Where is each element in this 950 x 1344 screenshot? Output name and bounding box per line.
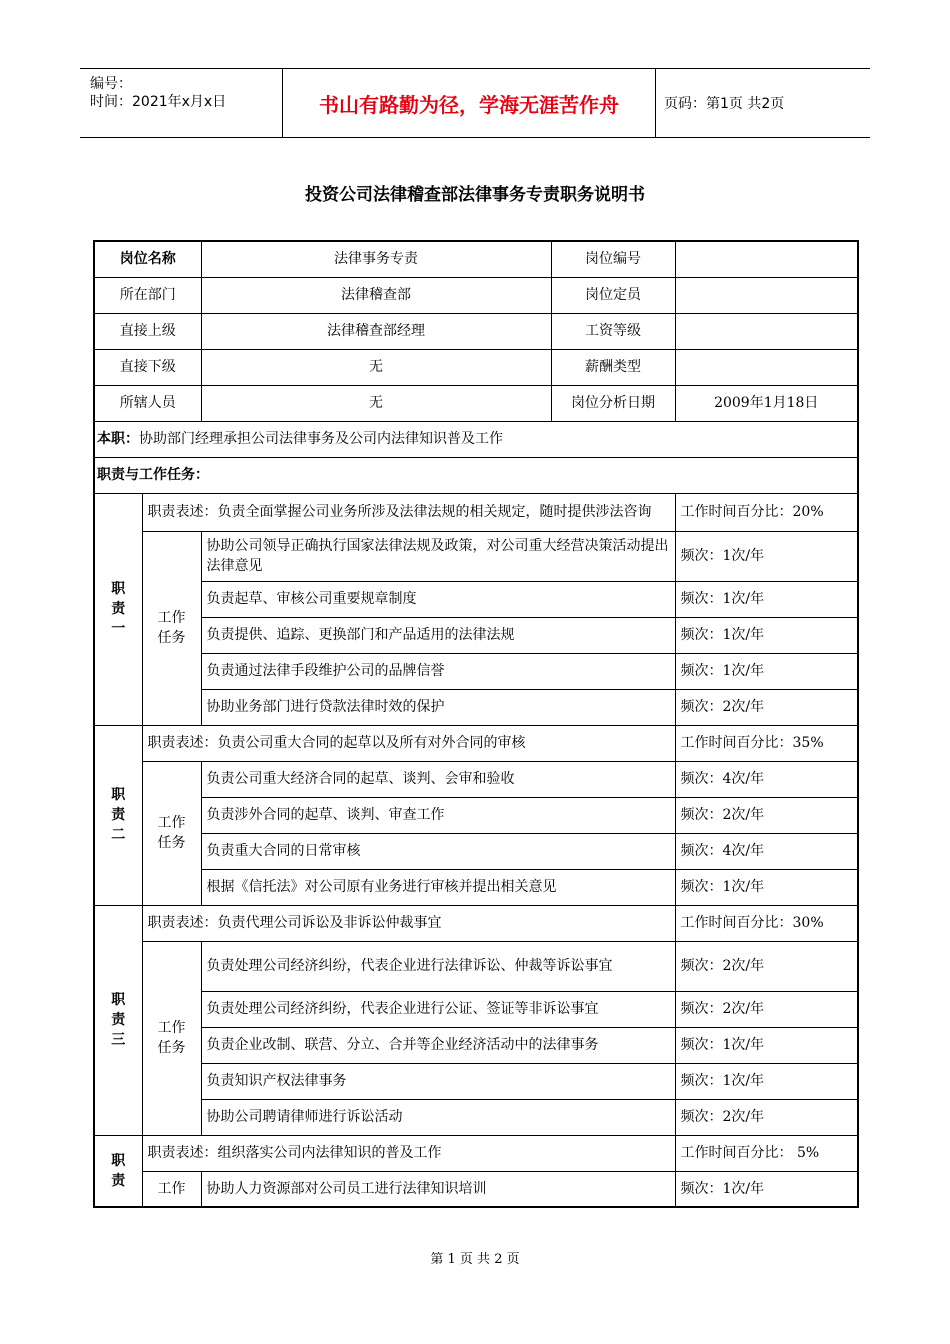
task-label-text: 工作任务	[157, 815, 186, 851]
task-freq: 频次：1次/年	[675, 1171, 858, 1207]
info-row	[94, 385, 858, 421]
info-key: 直接下级	[94, 349, 201, 385]
duty-label-text: 职责	[111, 1152, 126, 1189]
page-header	[80, 68, 870, 138]
task-row	[94, 869, 858, 905]
task-row	[94, 797, 858, 833]
info-row	[94, 313, 858, 349]
duty-label	[94, 725, 142, 905]
page-title: 投资公司法律稽查部法律事务专责职务说明书	[305, 185, 645, 205]
duty-label	[94, 905, 142, 1135]
duty-desc-row	[94, 905, 858, 941]
info-value	[675, 241, 858, 277]
header-page	[656, 69, 870, 137]
info-key: 岗位名称	[94, 241, 201, 277]
info-key: 直接上级	[94, 313, 201, 349]
job-description-table	[93, 240, 859, 1208]
info-value	[675, 349, 858, 385]
info-value	[675, 277, 858, 313]
info-row	[94, 277, 858, 313]
main-duty-label: 本职：	[97, 431, 139, 447]
duty-desc: 职责表述：负责代理公司诉讼及非诉讼仲裁事宜	[142, 905, 675, 941]
task-row	[94, 1099, 858, 1135]
main-duty	[94, 421, 858, 457]
task-freq: 频次：1次/年	[675, 1027, 858, 1063]
task-row	[94, 1171, 858, 1207]
duty-desc-row	[94, 493, 858, 531]
info-key: 岗位定员	[551, 277, 675, 313]
duty-pct: 工作时间百分比：30%	[675, 905, 858, 941]
task-freq: 频次：1次/年	[675, 653, 858, 689]
page-indicator: 页码：第1页 共2页	[664, 96, 785, 112]
task-row	[94, 531, 858, 581]
header-motto: 书山有路勤为径，学海无涯苦作舟	[283, 69, 656, 137]
task-text: 负责涉外合同的起草、谈判、审查工作	[201, 797, 675, 833]
duty-desc-row	[94, 1135, 858, 1171]
task-label	[142, 761, 201, 905]
info-value	[675, 313, 858, 349]
duty-desc: 职责表述：负责全面掌握公司业务所涉及法律法规的相关规定，随时提供涉法咨询	[142, 493, 675, 531]
task-text: 负责知识产权法律事务	[201, 1063, 675, 1099]
info-key: 岗位编号	[551, 241, 675, 277]
task-row	[94, 833, 858, 869]
task-freq: 频次：2次/年	[675, 689, 858, 725]
duty-desc-row	[94, 725, 858, 761]
info-key: 所辖人员	[94, 385, 201, 421]
task-row	[94, 991, 858, 1027]
task-freq: 频次：1次/年	[675, 581, 858, 617]
task-row	[94, 761, 858, 797]
duty-label-text: 职责一	[111, 581, 126, 637]
doc-date: 时间：2021年x月x日	[90, 94, 227, 110]
task-text: 负责处理公司经济纠纷，代表企业进行公证、签证等非诉讼事宜	[201, 991, 675, 1027]
duty-pct: 工作时间百分比：20%	[675, 493, 858, 531]
task-label	[142, 941, 201, 1135]
task-text: 负责公司重大经济合同的起草、谈判、会审和验收	[201, 761, 675, 797]
task-freq: 频次：4次/年	[675, 761, 858, 797]
task-text: 负责重大合同的日常审核	[201, 833, 675, 869]
duty-label-text: 职责二	[111, 787, 126, 843]
duty-label	[94, 1135, 142, 1207]
task-text: 根据《信托法》对公司原有业务进行审核并提出相关意见	[201, 869, 675, 905]
task-row	[94, 941, 858, 991]
duty-label-text: 职责三	[111, 992, 126, 1048]
task-freq: 频次：4次/年	[675, 833, 858, 869]
duties-header: 职责与工作任务：	[94, 457, 858, 493]
duties-header-row	[94, 457, 858, 493]
info-value: 无	[201, 385, 551, 421]
task-text: 负责通过法律手段维护公司的品牌信誉	[201, 653, 675, 689]
info-value: 法律稽查部	[201, 277, 551, 313]
info-key: 岗位分析日期	[551, 385, 675, 421]
task-row	[94, 581, 858, 617]
task-text: 协助公司领导正确执行国家法律法规及政策，对公司重大经营决策活动提出法律意见	[201, 531, 675, 581]
task-freq: 频次：1次/年	[675, 869, 858, 905]
info-key: 薪酬类型	[551, 349, 675, 385]
task-label	[142, 531, 201, 725]
task-row	[94, 617, 858, 653]
duty-desc: 职责表述：组织落实公司内法律知识的普及工作	[142, 1135, 675, 1171]
task-label-text: 工作任务	[157, 610, 186, 646]
task-label-text: 工作任务	[157, 1020, 186, 1056]
task-freq: 频次：2次/年	[675, 1099, 858, 1135]
info-value: 2009年1月18日	[675, 385, 858, 421]
info-value: 无	[201, 349, 551, 385]
task-freq: 频次：1次/年	[675, 617, 858, 653]
task-text: 协助人力资源部对公司员工进行法律知识培训	[201, 1171, 675, 1207]
task-freq: 频次：2次/年	[675, 991, 858, 1027]
duty-pct: 工作时间百分比： 5%	[675, 1135, 858, 1171]
task-freq: 频次：2次/年	[675, 941, 858, 991]
task-text: 负责提供、追踪、更换部门和产品适用的法律法规	[201, 617, 675, 653]
info-key: 所在部门	[94, 277, 201, 313]
header-meta	[80, 69, 283, 137]
info-row	[94, 349, 858, 385]
info-value: 法律稽查部经理	[201, 313, 551, 349]
page-footer: 第 1 页 共 2 页	[430, 1252, 520, 1267]
duty-desc: 职责表述：负责公司重大合同的起草以及所有对外合同的审核	[142, 725, 675, 761]
task-row	[94, 1063, 858, 1099]
task-text: 负责起草、审核公司重要规章制度	[201, 581, 675, 617]
task-freq: 频次：1次/年	[675, 1063, 858, 1099]
task-freq: 频次：2次/年	[675, 797, 858, 833]
task-text: 协助业务部门进行贷款法律时效的保护	[201, 689, 675, 725]
duty-pct: 工作时间百分比：35%	[675, 725, 858, 761]
task-row	[94, 689, 858, 725]
info-row	[94, 241, 858, 277]
task-label: 工作	[142, 1171, 201, 1207]
task-text: 协助公司聘请律师进行诉讼活动	[201, 1099, 675, 1135]
duty-label	[94, 493, 142, 725]
task-row	[94, 1027, 858, 1063]
info-value: 法律事务专责	[201, 241, 551, 277]
main-duty-text: 协助部门经理承担公司法律事务及公司内法律知识普及工作	[139, 431, 503, 447]
task-text: 负责企业改制、联营、分立、合并等企业经济活动中的法律事务	[201, 1027, 675, 1063]
task-text: 负责处理公司经济纠纷，代表企业进行法律诉讼、仲裁等诉讼事宜	[201, 941, 675, 991]
task-row	[94, 653, 858, 689]
task-freq: 频次：1次/年	[675, 531, 858, 581]
info-key: 工资等级	[551, 313, 675, 349]
main-duty-row	[94, 421, 858, 457]
doc-number: 编号：	[90, 76, 132, 92]
